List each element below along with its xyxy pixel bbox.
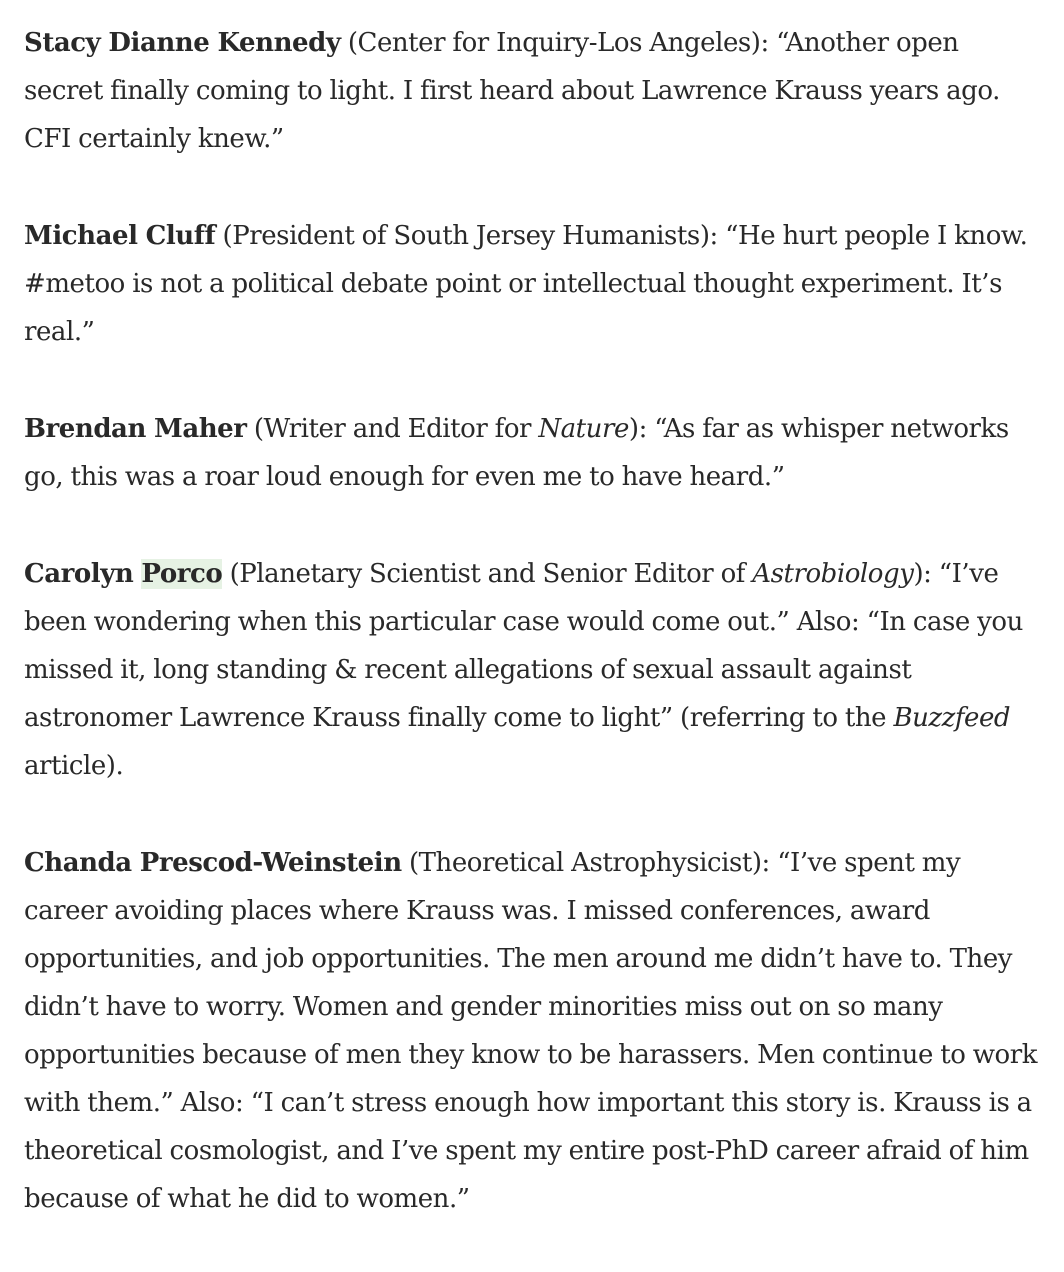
highlighted-surname: Porco bbox=[141, 559, 223, 589]
quote-text: “He hurt people I know. #metoo is not a political debate point or intellectual thought experiment. It’s real.” bbox=[24, 221, 1028, 347]
quote-text: “As far as whisper networks go, this was a roar loud enough for even me to have heard.” bbox=[24, 414, 1009, 492]
publication-name: Nature bbox=[538, 414, 629, 444]
speaker-affiliation: (Planetary Scientist and Senior Editor of bbox=[222, 559, 753, 589]
speaker-affiliation-end: ): bbox=[628, 414, 655, 444]
publication-name: Astrobiology bbox=[752, 559, 914, 589]
speaker-first-name: Carolyn bbox=[24, 559, 142, 589]
quote-paragraph bbox=[24, 405, 1044, 501]
quote-paragraph bbox=[24, 212, 1044, 356]
quote-text: “I’ve been wondering when this particular case would come out.” Also: “In case you missed it, long standing & recent allegations of sexual assault against astronomer Lawrence Krauss finally come to light” (referring to the bbox=[24, 559, 1023, 733]
publication-reference: Buzzfeed bbox=[893, 703, 1011, 733]
speaker-name: Chanda Prescod-Weinstein bbox=[24, 848, 402, 878]
quote-text: “I’ve spent my career avoiding places where Krauss was. I missed conferences, award opportunities, and job opportunities. The men around me didn’t have to. They didn’t have to worry. Women and gender minorities miss out on so many opportunities because of men they know to be harassers. Men continue to work with them.” Also: “I can’t stress enough how important this story is. Krauss is a theoretical cosmologist, and I’ve spent my entire post-PhD career afraid of him because of what he did to women.” bbox=[24, 848, 1038, 1214]
speaker-name: Stacy Dianne Kennedy bbox=[24, 28, 341, 58]
quote-paragraph bbox=[24, 839, 1044, 1223]
speaker-name: Michael Cluff bbox=[24, 221, 216, 251]
quote-text-end: article). bbox=[24, 751, 124, 781]
quote-text: “Another open secret finally coming to light. I first heard about Lawrence Krauss years ago. CFI certainly knew.” bbox=[24, 28, 1000, 154]
article-body bbox=[24, 19, 1044, 1272]
speaker-name bbox=[24, 559, 222, 589]
speaker-affiliation: (Writer and Editor for bbox=[246, 414, 539, 444]
speaker-name: Brendan Maher bbox=[24, 414, 247, 444]
speaker-affiliation-end: ): bbox=[913, 559, 939, 589]
speaker-affiliation: (President of South Jersey Humanists): bbox=[215, 221, 726, 251]
speaker-affiliation: (Center for Inquiry-Los Angeles): bbox=[340, 28, 777, 58]
quote-paragraph bbox=[24, 550, 1044, 790]
quote-paragraph bbox=[24, 19, 1044, 163]
speaker-affiliation: (Theoretical Astrophysicist): bbox=[401, 848, 778, 878]
